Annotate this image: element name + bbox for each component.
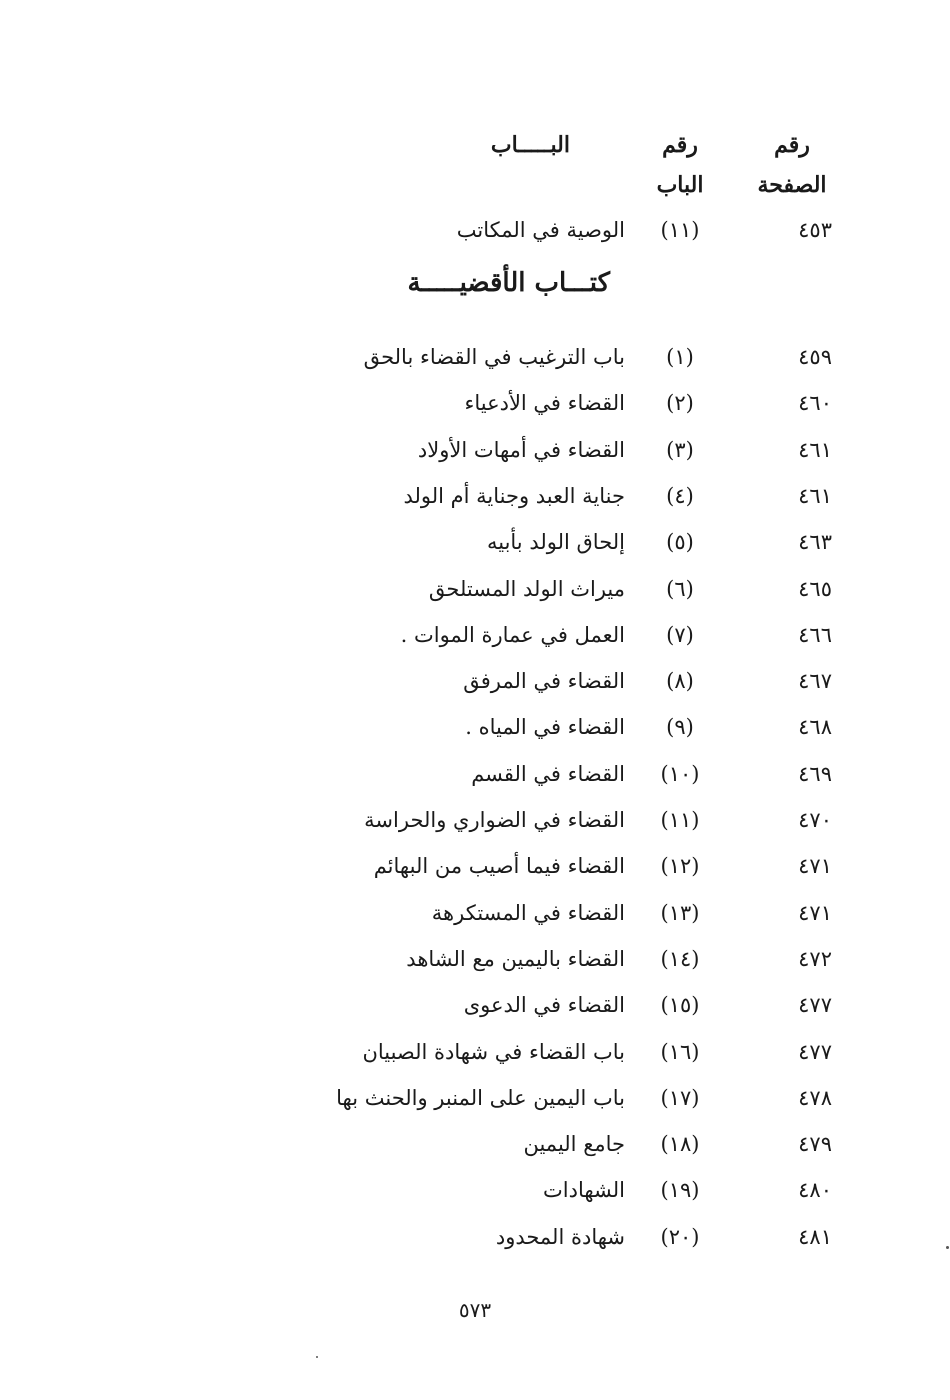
entry-chapter-number: (٢) [666,391,694,416]
entry-title: القضاء في الضواري والحراسة [364,808,625,832]
entry-title: العمل في عمارة الموات . [400,622,625,647]
entry-page-number: ٤٦١ [798,437,832,462]
scan-speck [316,1356,318,1358]
entry-chapter-number: (١٢) [660,854,700,879]
entry-page-number: ٤٧١ [798,854,832,879]
entry-chapter-number: (٦) [666,576,694,601]
header-chapter-number-label: رقم الباب [656,132,704,198]
entry-chapter-number: (٨) [666,669,694,694]
toc-row [0,985,950,1025]
entry-page-number: ٤٧٩ [798,1132,832,1157]
entry-title: جامع اليمين [523,1132,625,1157]
entry-title: القضاء في الدعوى [463,993,625,1018]
section-title: كتـــاب الأقضيـــــة [407,268,610,298]
entry-title: باب اليمين على المنبر والحنث بها [336,1085,625,1110]
entry-page-number: ٤٥٩ [798,345,832,369]
entry-title: الشهادات [542,1178,625,1203]
entry-title: باب القضاء في شهادة الصبيان [362,1039,625,1064]
toc-row [0,1032,950,1072]
entry-title: القضاء في القسم [471,761,625,786]
entry-page-number: ٤٦٥ [798,576,832,601]
toc-row [0,754,950,794]
toc-row [0,846,950,886]
toc-row-first [0,210,950,250]
toc-row [0,615,950,655]
entry-chapter-number: (٧) [666,622,694,647]
entry-chapter-number: (٤) [666,483,694,508]
entry-page-number: ٤٧٧ [798,993,832,1018]
entry-title: القضاء في المياه . [465,715,625,740]
scan-speck [946,1246,949,1249]
entry-title: جناية العبد وجناية أم الولد [403,483,625,508]
toc-row [0,1170,950,1210]
toc-row [0,430,950,470]
entry-chapter-number: (١٨) [660,1132,700,1157]
entry-title: الوصية في المكاتب [456,218,625,242]
header-chapter-title-label: البـــــاب [490,132,570,158]
toc-row [0,476,950,516]
toc-row [0,337,950,377]
entry-title: القضاء في المستكرهة [431,900,625,925]
entry-page-number: ٤٦٨ [798,715,832,740]
toc-row [0,893,950,933]
entry-title: القضاء باليمين مع الشاهد [406,946,625,971]
entry-title: ميراث الولد المستلحق [428,576,625,601]
toc-row [0,707,950,747]
entry-page-number: ٤٧١ [798,900,832,925]
entry-page-number: ٤٦٩ [798,761,832,786]
header-page-number-label: رقم الصفحة [757,132,827,198]
entry-chapter-number: (١٣) [660,900,700,925]
entry-page-number: ٤٦٠ [798,391,832,416]
entry-page-number: ٤٧٧ [798,1039,832,1064]
table-header [0,125,950,205]
toc-row [0,569,950,609]
entry-page-number: ٤٦١ [798,483,832,508]
entry-title: إلحاق الولد بأبيه [486,530,625,555]
toc-row [0,1217,950,1257]
entry-title: القضاء في أمهات الأولاد [417,437,625,462]
entry-page-number: ٤٥٣ [798,218,832,242]
entry-chapter-number: (١٥) [660,993,700,1018]
toc-row [0,1124,950,1164]
entry-page-number: ٤٦٣ [798,530,832,555]
entry-chapter-number: (١٠) [660,761,700,786]
entry-page-number: ٤٧٨ [798,1085,832,1110]
entry-chapter-number: (١) [666,345,694,369]
entry-page-number: ٤٨٠ [798,1178,832,1203]
entry-page-number: ٤٧٢ [798,946,832,971]
entry-chapter-number: (٩) [666,715,694,740]
entry-chapter-number: (١٤) [660,946,700,971]
entry-chapter-number: (٢٠) [660,1224,700,1249]
entry-chapter-number: (٥) [666,530,694,555]
entry-title: القضاء في المرفق [463,669,625,694]
entry-page-number: ٤٦٦ [798,622,832,647]
toc-row [0,800,950,840]
entry-title: القضاء في الأدعياء [464,391,625,416]
entry-chapter-number: (١١) [660,218,700,242]
entry-chapter-number: (١١) [660,808,700,832]
toc-row [0,522,950,562]
entry-chapter-number: (١٦) [660,1039,700,1064]
page-number-footer: ٥٧٣ [458,1298,492,1322]
toc-row [0,1078,950,1118]
toc-row [0,661,950,701]
entry-page-number: ٤٨١ [798,1224,832,1249]
entry-chapter-number: (١٩) [660,1178,700,1203]
entry-chapter-number: (١٧) [660,1085,700,1110]
toc-row [0,939,950,979]
entry-page-number: ٤٦٧ [798,669,832,694]
entry-chapter-number: (٣) [666,437,694,462]
entry-page-number: ٤٧٠ [798,808,832,832]
toc-row [0,383,950,423]
entry-title: القضاء فيما أصيب من البهائم [373,854,625,879]
entry-title: شهادة المحدود [495,1224,625,1249]
entry-title: باب الترغيب في القضاء بالحق [363,345,625,369]
